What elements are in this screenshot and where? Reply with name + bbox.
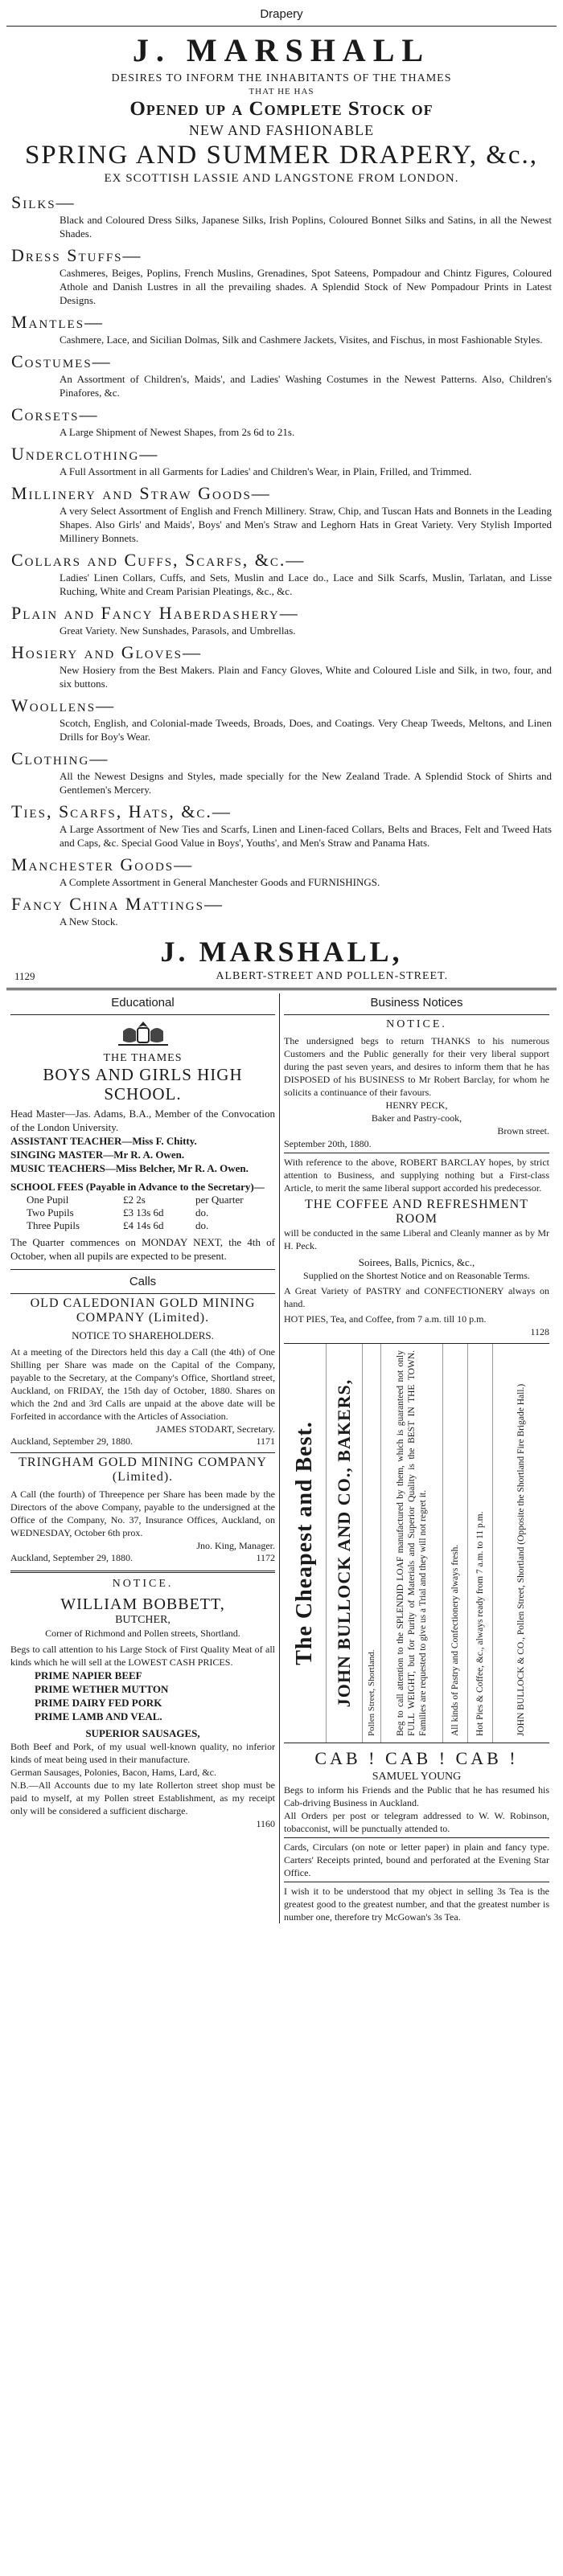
rot-col [493,1344,549,1743]
young-name: SAMUEL YOUNG [372,1771,462,1783]
advertiser-name: J. MARSHALL [132,32,431,68]
opened-headline: Opened up a Complete Stock of [129,98,434,120]
notice-shareholders: NOTICE TO SHAREHOLDERS. [72,1329,214,1341]
bullock-advert [284,1343,549,1743]
prime-item: PRIME WETHER MUTTON [35,1683,169,1695]
tringham-body: A Call (the fourth) of Threepence per Share has been made by the Directors of the above Company, payable to the undersigned at the Office of the Company, No. 37, Insurance Offices, Auckland, on WEDNESDAY, October 6th prox. [10,1489,275,1538]
lower-columns [6,993,557,1923]
new-fashionable: NEW AND FASHIONABLE [188,122,375,138]
school-title-2: BOYS AND GIRLS HIGH [43,1065,243,1084]
divider [10,1014,275,1015]
that-he-has: THAT HE HAS [249,87,314,96]
music-teachers: MUSIC TEACHERS—Miss Belcher, Mr R. A. Owen. [10,1162,249,1174]
bobbett-nb: N.B.—All Accounts due to my late Rollerton street shop must be paid to myself, at my Pollen street Establishment, as my receipt only will be considered a sufficient discharge. [10,1779,275,1816]
soirees: Soirees, Balls, Picnics, &c., [358,1256,475,1268]
peck-date: September 20th, 1880. [284,1138,372,1149]
peck-trade: Baker and Pastry-cook, [371,1112,462,1124]
old-caledonian-footer: Auckland, September 29, 1880. 1171 [10,1435,275,1447]
quarter-notice: The Quarter commences on MONDAY NEXT, the 4th of October, when all pupils are expected to be present. [10,1236,275,1262]
bobbett-notice: NOTICE. [112,1578,174,1590]
school-title-1: THE THAMES [103,1052,183,1064]
signature-footer [11,969,552,985]
category-item: Plain and Fancy Haberdashery— Great Variety. New Sunshades, Parasols, and Umbrellas. [11,603,299,637]
rot-col [443,1344,468,1743]
peck-body: The undersigned begs to return THANKS to his numerous Customers and the Public generally for their very liberal support during the past seven years, and desires to inform them that he has DISPOSED of his BUSINESS to Mr Robert Barclay, for whom he solicits a continuance of their favours. [284,1035,549,1098]
mcgowan-advert: I wish it to be understood that my object in selling 3s Tea is the greatest good to the greatest number, and that the greatest number is number one, therefore try McGowan's 3s Tea. [284,1886,549,1923]
category-item: Clothing— All the Newest Designs and Styles, made specially for the New Zealand Trade. A Splendid Stock of Shirts and Gentlemen's Mercery. [11,748,552,796]
prime-item: PRIME NAPIER BEEF [35,1669,142,1681]
newspaper-page [6,5,557,1923]
category-item: Mantles— Cashmere, Lace, and Sicilian Dolmas, Silk and Cashmere Jackets, Visites, and Fischus, in most Fashionable Styles. [11,312,543,346]
category-item: Corsets— A Large Shipment of Newest Shapes, from 2s 6d to 21s. [11,404,295,438]
section-label-calls: Calls [129,1275,157,1288]
prime-item: PRIME LAMB AND VEAL. [35,1710,162,1722]
section-label-educational: Educational [111,996,175,1010]
category-item: Hosiery and Gloves— New Hosiery from the Best Makers. Plain and Fancy Gloves, White and Coloured Lisle and Silk, in two, four, and six buttons. [11,642,552,690]
head-master: Head Master—Jas. Adams, B.A., Member of the Convocation of the London University. [10,1108,275,1133]
prime-item: PRIME DAIRY FED PORK [35,1697,162,1709]
rot-col [381,1344,443,1743]
right-column [280,993,553,1923]
young-body: Begs to inform his Friends and the Public that he has resumed his Cab-driving Business in Auckland. [284,1784,549,1808]
fee-row: Two Pupils £3 13s 6d do. [27,1206,209,1218]
rot-col [468,1344,493,1743]
spring-summer-headline: SPRING AND SUMMER DRAPERY, &c., [24,141,539,170]
old-caledonian-signature: JAMES STODART, Secretary. [155,1423,275,1435]
fee-row: Three Pupils £4 14s 6d do. [27,1219,209,1231]
tringham-footer: Auckland, September 29, 1880. 1172 [10,1552,275,1563]
category-item: Woollens— Scotch, English, and Colonial-made Tweeds, Broads, Does, and Coatings. Very Cheap Tweeds, Meltons, and Linen Drills for Boy's Wear. [11,695,552,743]
fee-row: One Pupil £2 2s per Quarter [27,1194,244,1206]
rot-col [363,1344,381,1743]
peck-address: Brown street. [497,1125,549,1136]
german-sausages: German Sausages, Polonies, Bacon, Hams, Lard, &c. [10,1767,216,1778]
category-item: Millinery and Straw Goods— A very Select Assortment of English and French Millinery. Straw, Chip, and Tuscan Hats and Bonnets in the Leading Shapes. Also Girls' and Maids', Boys' and Men's Straw and Leghorn Hats in Great Variety. Very Stylish Imported Millinery Bonnets. [11,483,552,544]
young-orders: All Orders per post or telegram addressed to W. W. Robinson, tobacconist, will be punctually attended to. [284,1810,549,1834]
pastry: A Great Variety of PASTRY and CONFECTIONERY always on hand. [284,1285,549,1309]
bobbett-body: Begs to call attention to his Large Stock of First Quality Meat of all kinds which he will sell at the LOWEST CASH PRICES. [10,1644,275,1668]
drapery-advert [6,31,557,985]
old-caledonian-title: OLD CALEDONIAN GOLD MINING COMPANY (Limited). [30,1296,256,1325]
bobbett-ref: 1160 [256,1818,275,1829]
desires-line: DESIRES TO INFORM THE INHABITANTS OF THE THAMES [111,72,452,84]
bullock-subtitle: Pollen Street, Shortland. [367,1649,376,1736]
peck-notice: NOTICE. [386,1018,447,1030]
category-item: Silks— Black and Coloured Dress Silks, Japanese Silks, Irish Poplins, Coloured Bonnet Silks and Satins, in all the Newest Shades. [11,192,552,240]
divider [284,1014,549,1015]
bullock-hot-pies: Hot Pies & Coffee, &c., always ready from 7 a.m. to 11 p.m. [475,1511,485,1736]
category-item: Dress Stuffs— Cashmeres, Beiges, Poplins, French Muslins, Grenadines, Spot Sateens, Pompadour and Chintz Figures, Coloured Athole and Danish Lustres in all the prevailing shades. A Splendid Stock of New Pompadour Prints in Latest Designs. [11,245,552,306]
divider [6,26,557,27]
divider [284,1837,549,1838]
bullock-name: JOHN BULLOCK AND CO., BAKERS, [334,1378,354,1708]
category-item: Manchester Goods— A Complete Assortment in General Manchester Goods and FURNISHINGS. [11,854,380,888]
section-label-business: Business Notices [370,996,463,1010]
singing-master: SINGING MASTER—Mr R. A. Owen. [10,1149,185,1161]
divider [10,1269,275,1270]
assistant-teacher: ASSISTANT TEACHER—Miss F. Chitty. [10,1135,197,1147]
category-item: Ties, Scarfs, Hats, &c.— A Large Assortment of New Ties and Scarfs, Linen and Linen-faced Collars, Belts and Braces, Felt and Tweed Hats and Caps, &c. Special Good Value in Boys', Youths', and Men's Straw and Panama Hats. [11,801,552,849]
barclay-body: With reference to the above, ROBERT BARCLAY hopes, by strict attention to Business, and supplying nothing but a First-class Article, to merit the same liberal support accorded his predecessor. [284,1157,549,1194]
old-caledonian-body: At a meeting of the Directors held this day a Call (the 4th) of One Shilling per Share was made on the Capital of the Company, payable to the Secretary, at the Company's Office, Shortland street, Auckland, on FRIDAY, the 15th day of October, 1880. Shares on which the 2nd and 3rd Calls are unpaid at the above date will be Forfeited in accordance with the Articles of Association. [10,1346,275,1422]
school-title-3: SCHOOL. [104,1084,182,1104]
ad-ref-number: 1129 [14,970,35,982]
peck-ref: 1128 [530,1326,549,1337]
coffee-title: THE COFFEE AND REFRESHMENT ROOM [304,1198,529,1226]
sausages-title: SUPERIOR SAUSAGES, [85,1727,200,1739]
bullock-signature: JOHN BULLOCK & CO., Pollen Street, Shortland (Opposite the Shortland Fire Brigade Hall.) [516,1383,526,1736]
bullock-body: Beg to call attention to the SPLENDID LOAF manufactured by them, which is guaranteed not only FULL WEIGHT, but for Purity of Materials and Superior Quality is the BEST IN THE TOWN. Families are requested to give us a Trial and they will not regret it. [396,1350,428,1736]
crest-icon [10,1020,275,1047]
category-item: Underclothing— A Full Assortment in all Garments for Ladies' and Children's Wear, in Plain, Frilled, and Trimmed. [11,444,472,477]
sausages-body: Both Beef and Pork, of my usual well-known quality, no inferior kinds of meat being used in their manufacture. [10,1741,275,1765]
cab-headline: CAB ! CAB ! CAB ! [314,1748,519,1768]
bullock-pastry: All kinds of Pastry and Confectionery always fresh. [450,1544,460,1736]
cheapest-headline: The Cheapest and Best. [292,1421,317,1665]
signature: J. MARSHALL, [160,936,403,968]
cards-advert: Cards, Circulars (on note or letter paper) in plain and fancy type. Carters' Receipts printed, bound and perforated at the Evening Star Office. [284,1841,549,1878]
category-item: Collars and Cuffs, Scarfs, &c.— Ladies' Linen Collars, Cuffs, and Sets, Muslin and Lace do., Lace and Silk Scarfs, Muslin, Tarlatan, and Lisse Ruching, White and Cream Parisian Pleatings, &c., &c. [11,550,552,597]
hot-pies: HOT PIES, Tea, and Coffee, from 7 a.m. till 10 p.m. [284,1313,487,1325]
bobbett-address: Corner of Richmond and Pollen streets, Shortland. [45,1628,240,1639]
divider [10,1452,275,1453]
tringham-title: TRINGHAM GOLD MINING COMPANY (Limited). [18,1456,267,1484]
rot-col [327,1344,363,1743]
fees-title: SCHOOL FEES (Payable in Advance to the Secretary)— [10,1181,265,1193]
peck-name: HENRY PECK, [385,1100,448,1111]
left-column [6,993,280,1923]
divider [10,1293,275,1294]
bobbett-name: WILLIAM BOBBETT, [60,1595,225,1613]
divider [6,988,557,990]
tringham-signature: Jno. King, Manager. [196,1540,275,1551]
bobbett-trade: BUTCHER, [115,1614,171,1626]
category-item: Costumes— An Assortment of Children's, Maids', and Ladies' Washing Costumes in the Newest Patterns. Also, Children's Pinafores, &c. [11,351,552,399]
divider [10,1571,275,1573]
section-label-drapery: Drapery [260,7,303,21]
address: ALBERT-STREET AND POLLEN-STREET. [216,970,449,982]
rot-col [284,1344,327,1743]
ex-ships: EX SCOTTISH LASSIE AND LANGSTONE FROM LONDON. [104,172,459,185]
category-item: Fancy China Mattings— A New Stock. [11,894,224,928]
soirees-body: Supplied on the Shortest Notice and on Reasonable Terms. [303,1270,530,1281]
coffee-body: will be conducted in the same Liberal and Cleanly manner as by Mr H. Peck. [284,1227,549,1251]
